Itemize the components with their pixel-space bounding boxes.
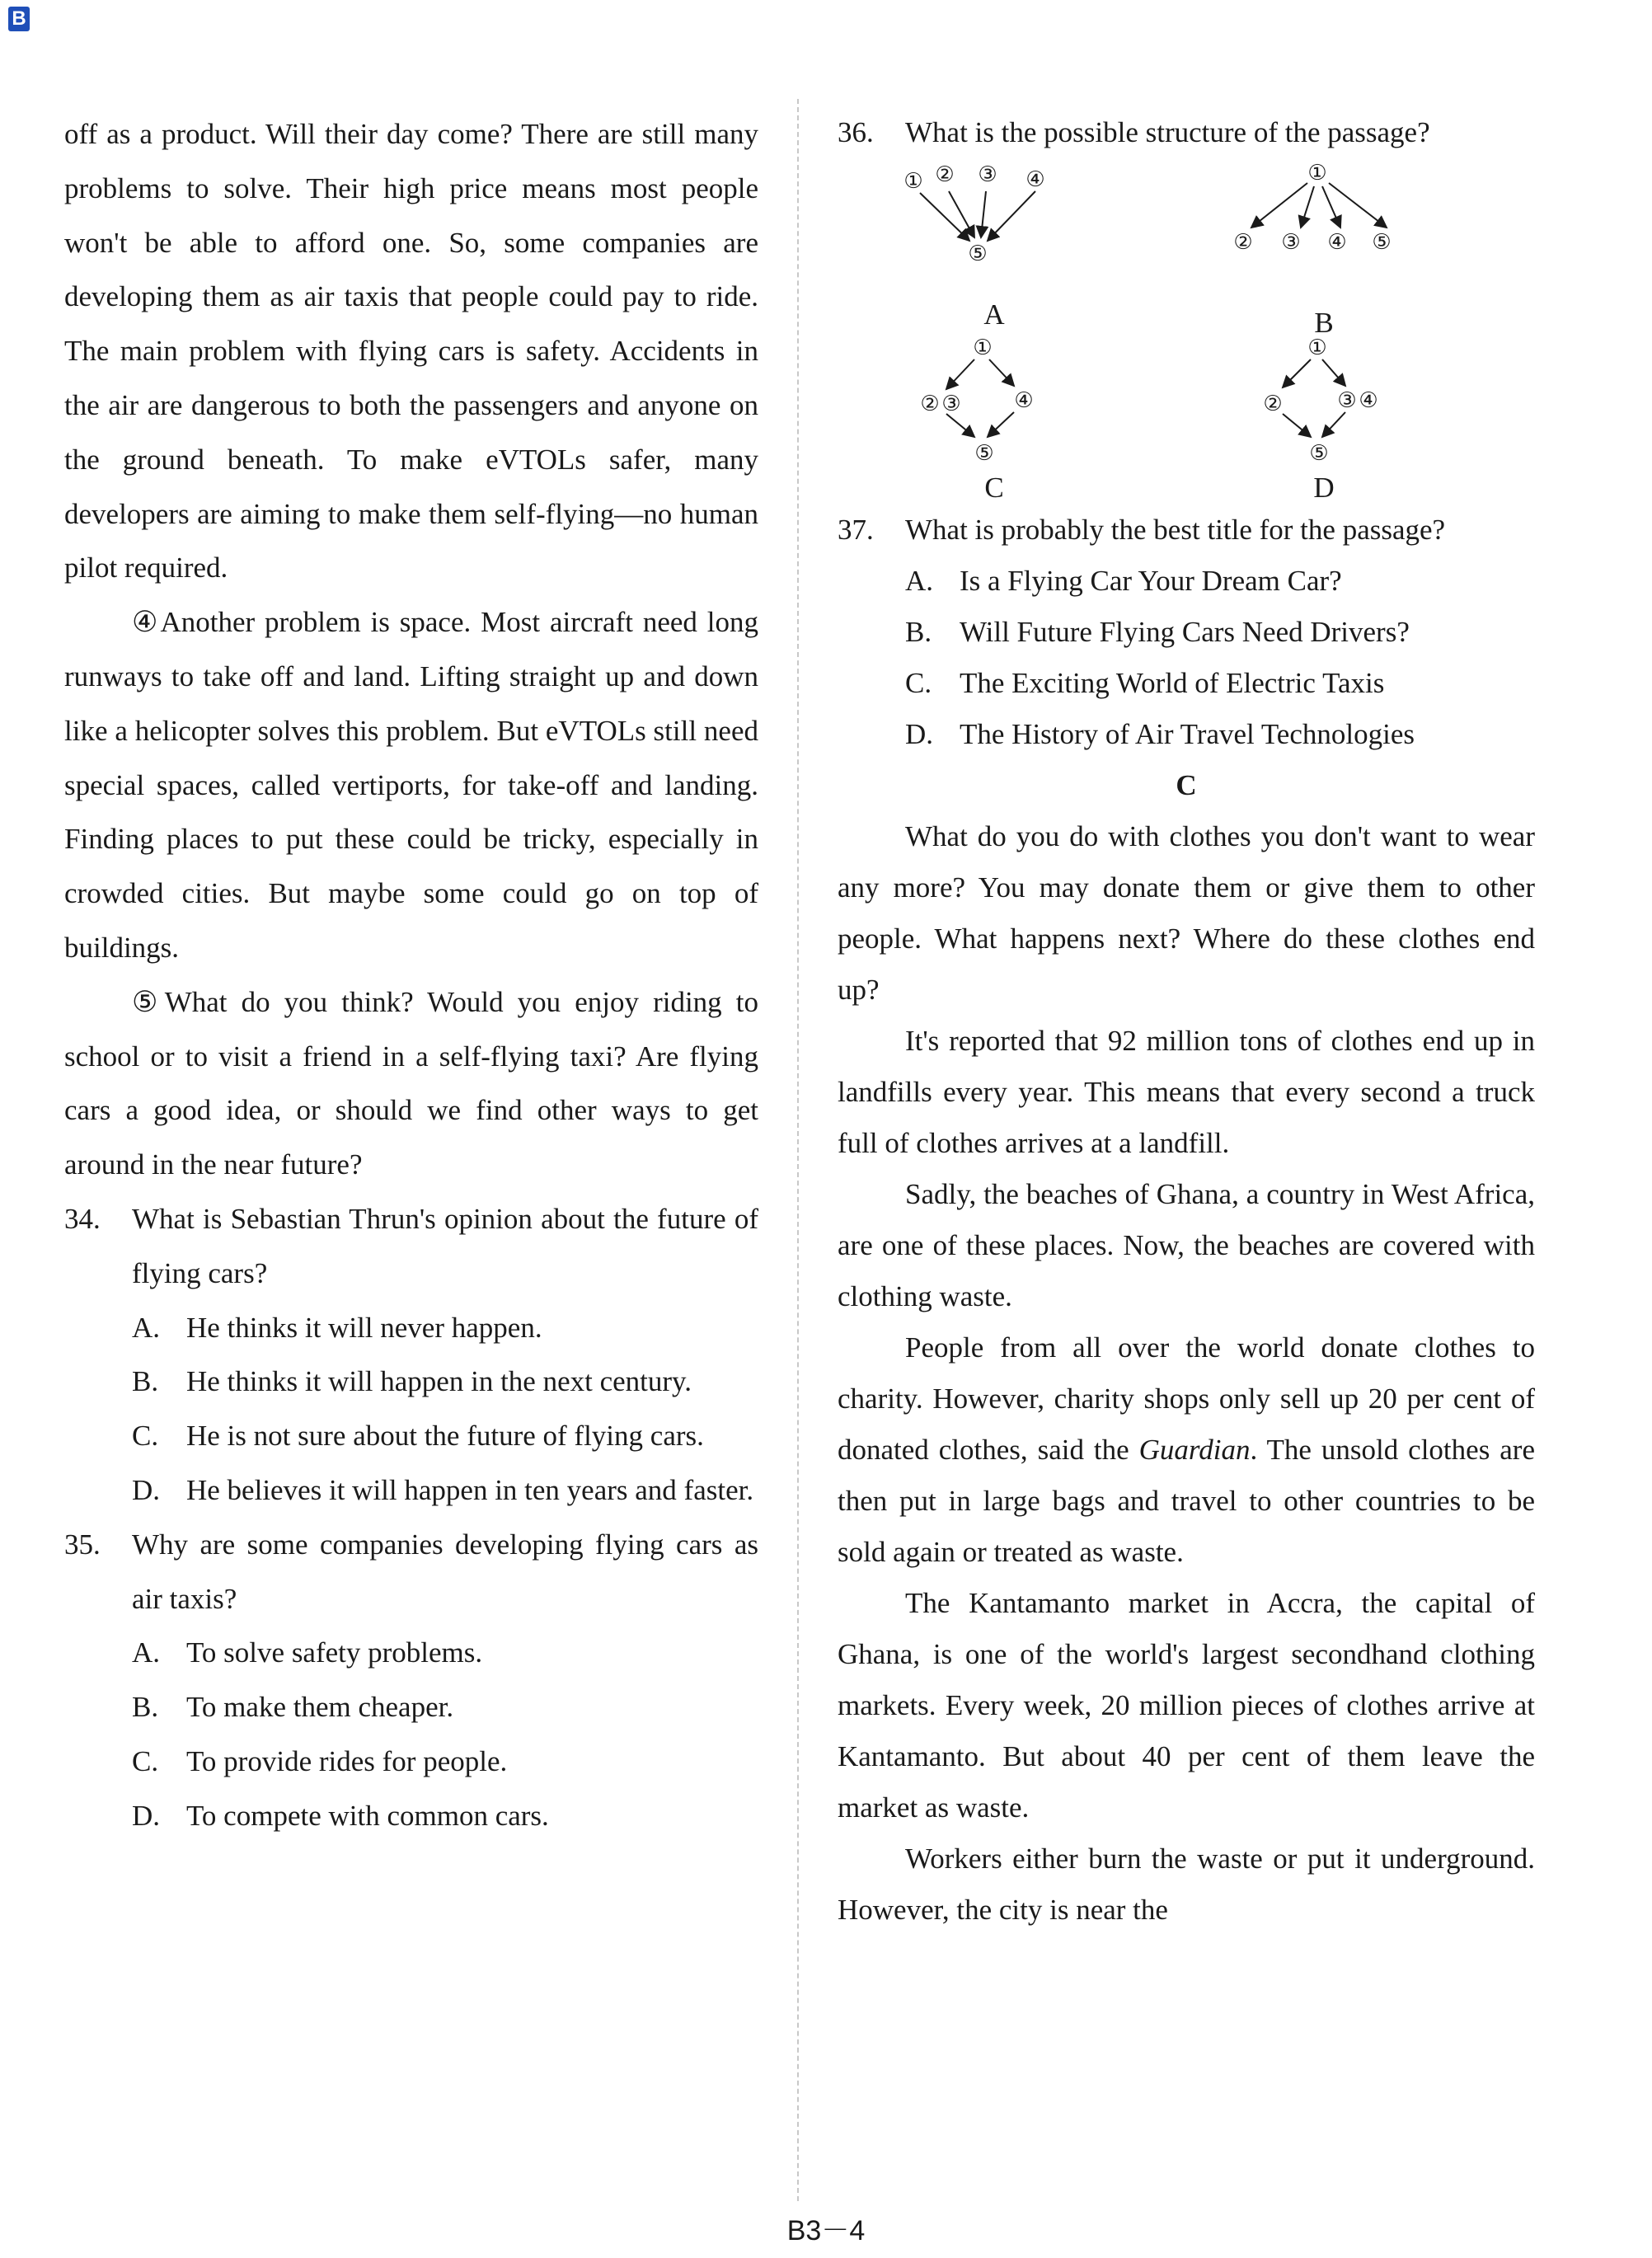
diagram-b[interactable] bbox=[1225, 158, 1423, 339]
diagram-d[interactable] bbox=[1225, 331, 1423, 505]
question-34 bbox=[64, 1192, 758, 1301]
passage-paragraph-4: ④Another problem is space. Most aircraft need long runways to take off and land. Lifting straight up and down like a helicopter solves this problem. But eVTOLs still need special spaces, called vertiports, for take-off and landing. Finding places to put these could be tricky, especially in crowded cities. But maybe some could go on top of buildings. bbox=[64, 606, 758, 964]
option-b[interactable] bbox=[132, 1680, 758, 1735]
option-c[interactable] bbox=[905, 658, 1535, 709]
option-text: He believes it will happen in ten years and faster. bbox=[186, 1473, 754, 1506]
option-letter: A. bbox=[132, 1311, 161, 1344]
option-d[interactable] bbox=[132, 1789, 758, 1843]
option-b[interactable] bbox=[905, 607, 1535, 658]
option-text: Is a Flying Car Your Dream Car? bbox=[960, 565, 1342, 597]
option-letter: B. bbox=[132, 1691, 159, 1724]
option-letter: A. bbox=[905, 565, 934, 597]
question-number: 34. bbox=[64, 1202, 101, 1235]
option-letter: A. bbox=[132, 1636, 161, 1669]
passage-paragraph-5: ⑤What do you think? Would you enjoy riding to school or to visit a friend in a self-flying taxi? Are flying cars a good idea, or should we find other ways to get around in the near future? bbox=[64, 985, 758, 1181]
structure-diagrams bbox=[895, 158, 1535, 505]
option-letter: C. bbox=[905, 667, 932, 699]
question-text: What is the possible structure of the passage? bbox=[905, 116, 1430, 148]
option-text: The Exciting World of Electric Taxis bbox=[960, 667, 1385, 699]
node-1: ① bbox=[1307, 336, 1327, 360]
section-c-paragraph: Workers either burn the waste or put it underground. However, the city is near the bbox=[838, 1843, 1535, 1926]
page-footer: B3－4 bbox=[786, 2215, 866, 2246]
passage-paragraph: off as a product. Will their day come? There are still many problems to solve. Their high price means most people won't be able to afford one. So, some companies are developing them as air taxis that people could pay to ride. The main problem with flying cars is safety. Accidents in the air are dangerous to both the passengers and anyone on the ground beneath. To make eVTOLs safer, many developers are aiming to make them self-flying—no human pilot required. bbox=[64, 118, 758, 584]
diagram-c[interactable] bbox=[895, 331, 1093, 505]
diagram-b-graph bbox=[1225, 158, 1423, 298]
node-5: ⑤ bbox=[1309, 441, 1329, 466]
node-1: ① bbox=[903, 169, 923, 194]
option-text: He thinks it will never happen. bbox=[186, 1311, 542, 1344]
option-text: To compete with common cars. bbox=[186, 1799, 549, 1832]
option-d[interactable] bbox=[132, 1463, 758, 1518]
diagram-a[interactable] bbox=[895, 158, 1093, 331]
column-divider bbox=[797, 99, 799, 2201]
section-title-c: C bbox=[1176, 769, 1197, 801]
node-4: ④ bbox=[1025, 167, 1045, 192]
option-text: He thinks it will happen in the next century. bbox=[186, 1365, 692, 1398]
question-35 bbox=[64, 1518, 758, 1627]
option-c[interactable] bbox=[132, 1409, 758, 1463]
option-letter: C. bbox=[132, 1420, 159, 1453]
option-d[interactable] bbox=[905, 709, 1535, 760]
option-letter: B. bbox=[132, 1365, 159, 1398]
node-3: ③ bbox=[1281, 230, 1301, 255]
option-c[interactable] bbox=[132, 1735, 758, 1789]
option-text: He is not sure about the future of flying cars. bbox=[186, 1420, 704, 1453]
option-a[interactable] bbox=[905, 556, 1535, 607]
section-c-paragraph bbox=[838, 1322, 1535, 1578]
node-1: ① bbox=[1307, 161, 1327, 185]
diagram-d-graph bbox=[1225, 331, 1423, 472]
node-2: ② bbox=[935, 162, 955, 187]
diagram-label: A bbox=[983, 298, 1005, 331]
node-3: ③ bbox=[941, 392, 961, 416]
node-2: ② bbox=[1263, 392, 1283, 416]
option-letter: D. bbox=[132, 1473, 161, 1506]
question-34-options bbox=[64, 1301, 758, 1518]
option-a[interactable] bbox=[132, 1626, 758, 1680]
diagram-label: C bbox=[984, 472, 1004, 504]
option-letter: D. bbox=[132, 1799, 161, 1832]
option-letter: D. bbox=[905, 718, 934, 750]
option-text: To make them cheaper. bbox=[186, 1691, 454, 1724]
newspaper-name: Guardian bbox=[1138, 1434, 1251, 1466]
diagram-label: D bbox=[1313, 472, 1335, 504]
question-36 bbox=[838, 107, 1535, 158]
option-letter: B. bbox=[905, 616, 932, 648]
option-letter: C. bbox=[132, 1744, 159, 1777]
section-c-paragraph: Sadly, the beaches of Ghana, a country in West Africa, are one of these places. Now, the beaches are covered with clothing waste. bbox=[838, 1178, 1535, 1312]
question-text: What is Sebastian Thrun's opinion about the future of flying cars? bbox=[132, 1202, 758, 1289]
node-1: ① bbox=[973, 336, 993, 360]
question-number: 37. bbox=[838, 514, 874, 546]
left-column bbox=[64, 107, 758, 1843]
diagram-label: B bbox=[1314, 307, 1334, 339]
corner-mark-icon: B bbox=[8, 7, 30, 31]
node-3: ③ bbox=[1337, 388, 1357, 413]
node-4: ④ bbox=[1327, 230, 1347, 255]
option-b[interactable] bbox=[132, 1354, 758, 1409]
option-text: Will Future Flying Cars Need Drivers? bbox=[960, 616, 1410, 648]
question-text: Why are some companies developing flying cars as air taxis? bbox=[132, 1528, 758, 1615]
paragraph-text: . The unsold clothes are then put in large bags and travel to other countries to be sold again or treated as waste. bbox=[838, 1434, 1535, 1568]
node-2: ② bbox=[1233, 230, 1253, 255]
question-37-options bbox=[838, 556, 1535, 760]
right-column bbox=[838, 107, 1535, 1936]
node-2: ② bbox=[920, 392, 940, 416]
node-5: ⑤ bbox=[1372, 230, 1392, 255]
option-a[interactable] bbox=[132, 1301, 758, 1355]
paragraph-text: People from all over the world donate clothes to charity. However, charity shops only sell up 20 per cent of donated clothes, said the bbox=[838, 1331, 1535, 1466]
section-c-paragraph: It's reported that 92 million tons of clothes end up in landfills every year. This means that every second a truck full of clothes arrives at a landfill. bbox=[838, 1025, 1535, 1159]
node-3: ③ bbox=[978, 162, 997, 187]
question-text: What is probably the best title for the passage? bbox=[905, 514, 1446, 546]
diagram-c-graph bbox=[895, 331, 1093, 472]
question-number: 36. bbox=[838, 116, 874, 148]
node-4: ④ bbox=[1014, 388, 1034, 413]
node-5: ⑤ bbox=[968, 242, 988, 266]
question-35-options bbox=[64, 1626, 758, 1843]
section-c-paragraph: The Kantamanto market in Accra, the capital of Ghana, is one of the world's largest secondhand clothing markets. Every week, 20 million pieces of clothes arrive at Kantamanto. But about 40 per cent of them leave the market as waste. bbox=[838, 1587, 1535, 1824]
diagram-a-graph bbox=[895, 158, 1093, 298]
node-4: ④ bbox=[1359, 388, 1378, 413]
question-37 bbox=[838, 505, 1535, 556]
node-5: ⑤ bbox=[974, 441, 994, 466]
option-text: The History of Air Travel Technologies bbox=[960, 718, 1415, 750]
section-c-paragraph: What do you do with clothes you don't want to wear any more? You may donate them or give them to other people. What happens next? Where do these clothes end up? bbox=[838, 820, 1535, 1006]
option-text: To solve safety problems. bbox=[186, 1636, 483, 1669]
option-text: To provide rides for people. bbox=[186, 1744, 508, 1777]
question-number: 35. bbox=[64, 1528, 101, 1561]
